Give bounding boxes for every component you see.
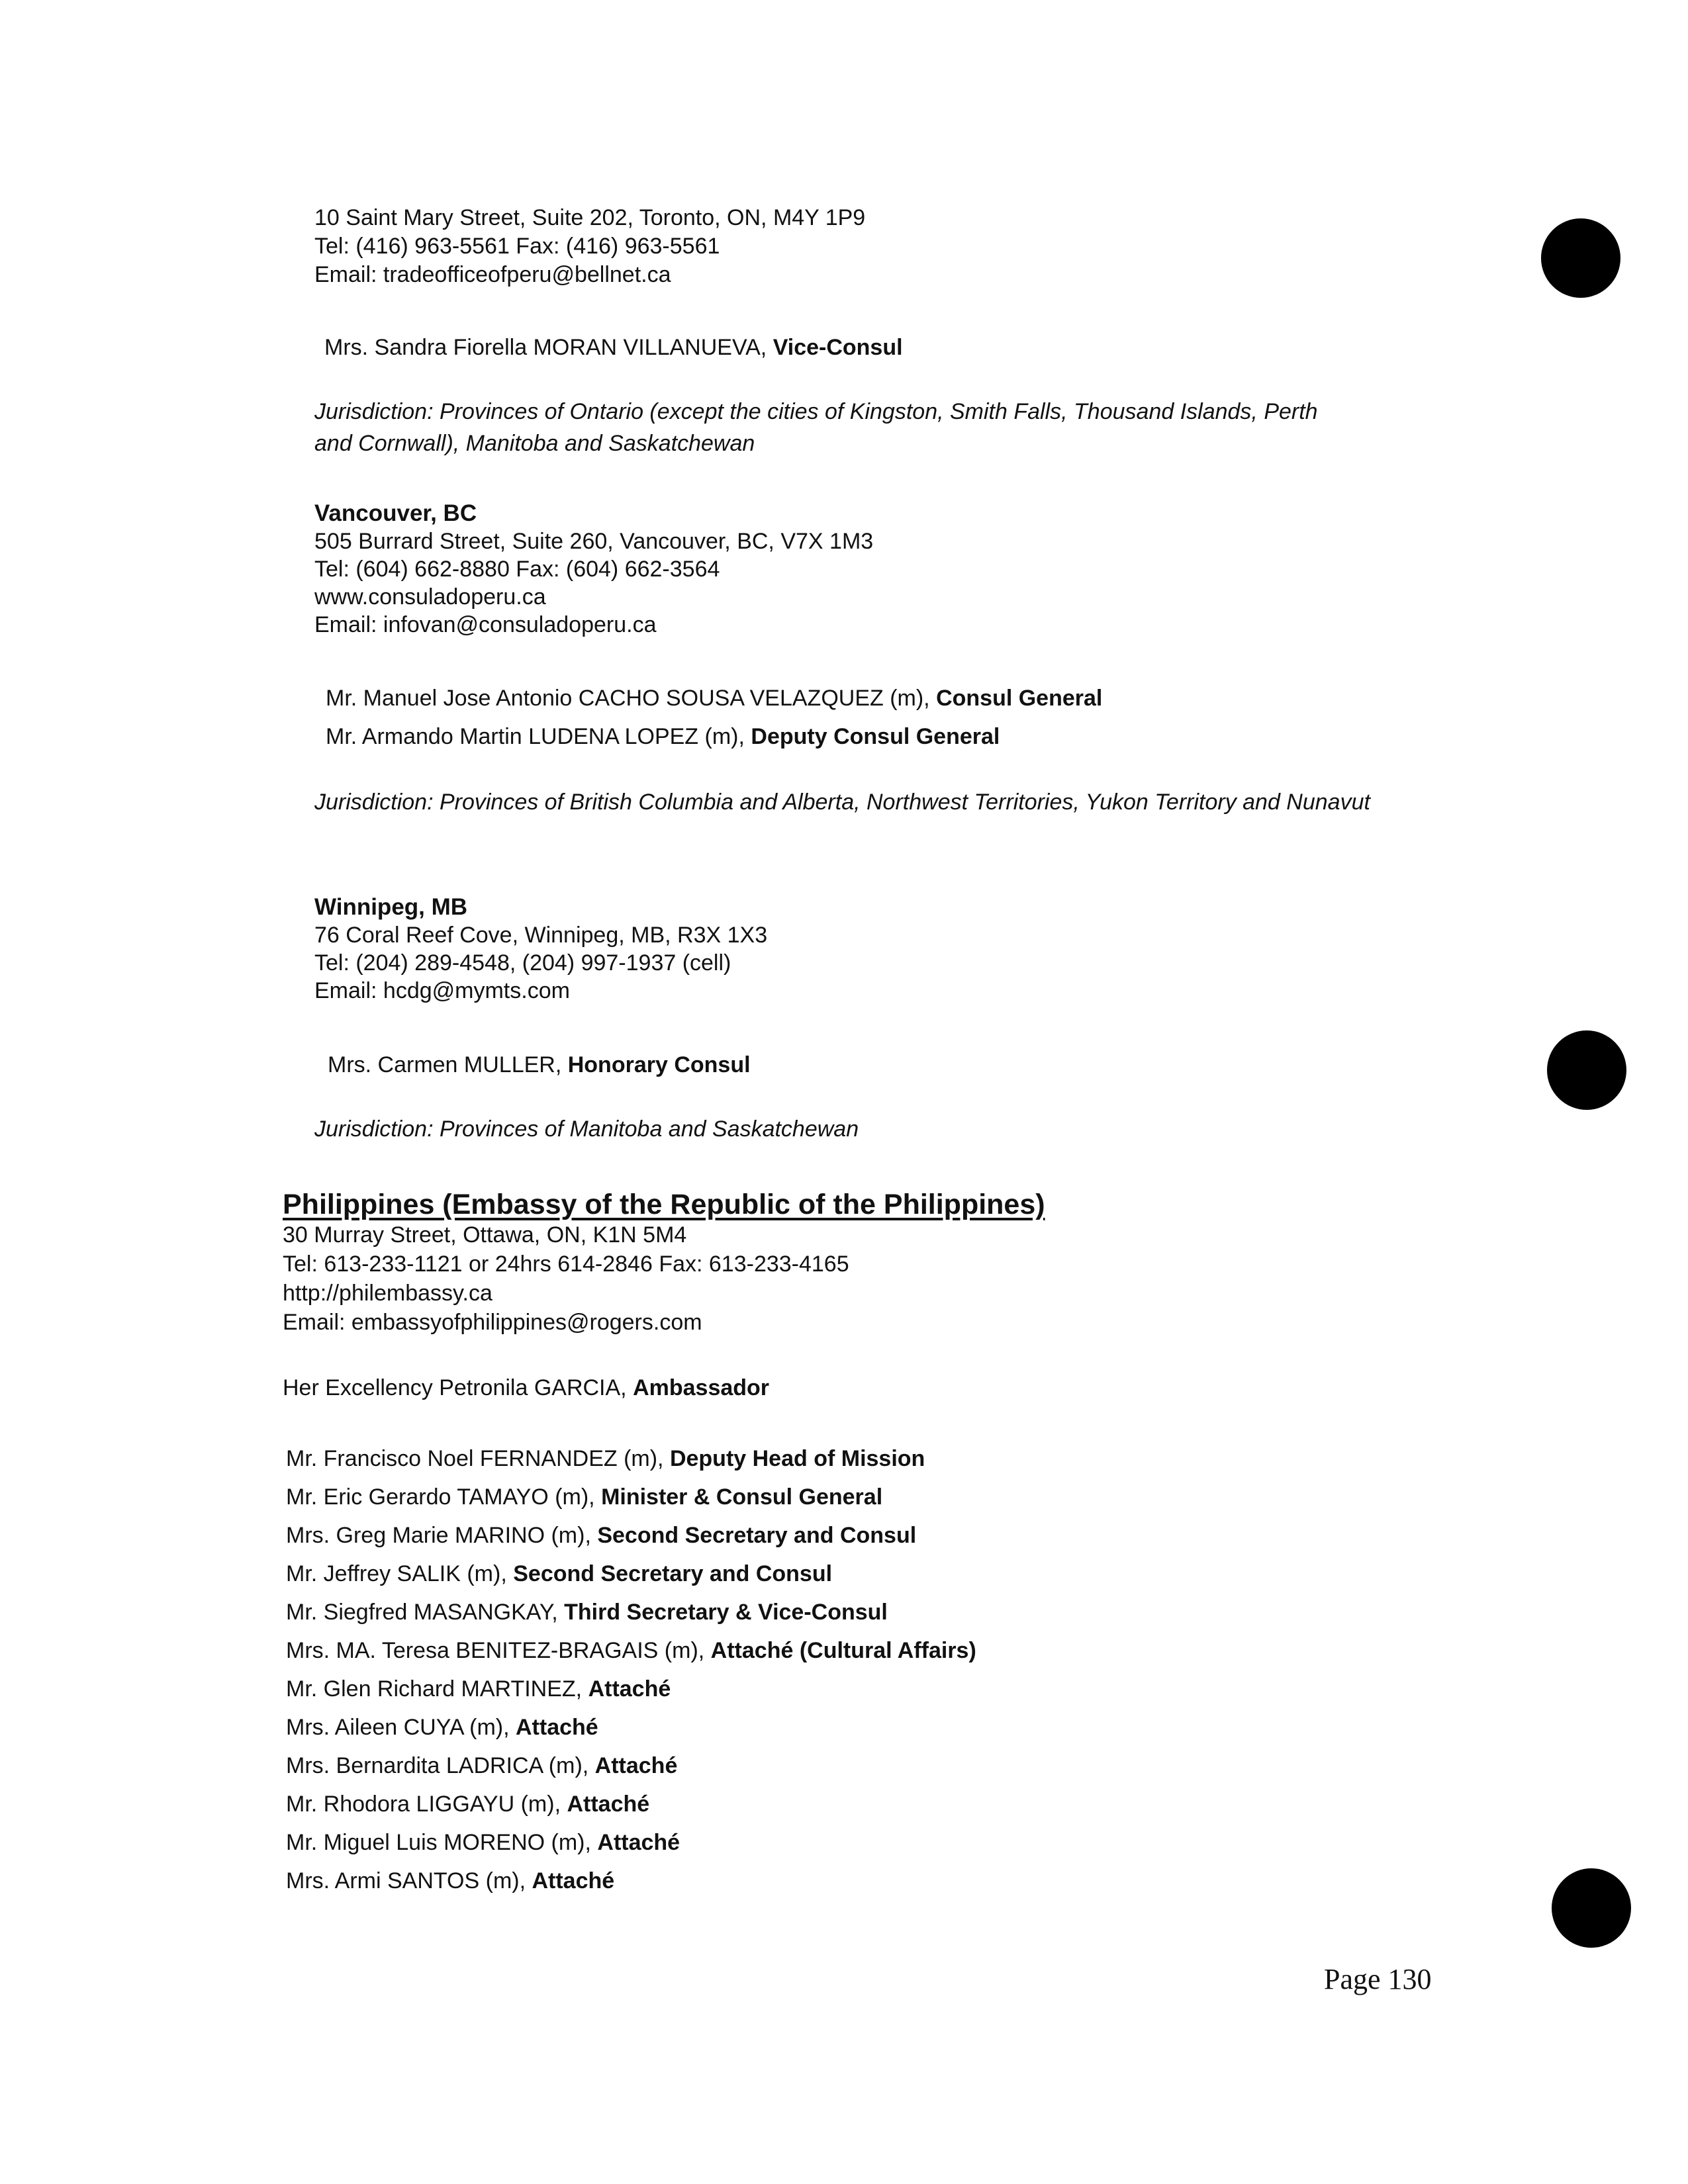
toronto-jurisdiction: Jurisdiction: Provinces of Ontario (except the cities of Kingston, Smith Falls, Thousand Islands, Perth and Cornwall), Manitoba and Saskatchewan: [314, 399, 1318, 456]
staff-entry: [326, 684, 1102, 712]
staff-title: Minister & Consul General: [601, 1484, 883, 1510]
philippines-web: http://philembassy.ca: [283, 1281, 492, 1306]
staff-title: Deputy Head of Mission: [669, 1446, 925, 1471]
staff-title: Deputy Consul General: [751, 724, 1000, 749]
toronto-email: Email: tradeofficeofperu@bellnet.ca: [314, 262, 671, 287]
staff-title: Attaché: [516, 1715, 598, 1740]
staff-name: Mr. Eric Gerardo TAMAYO (m),: [286, 1484, 602, 1510]
ambassador-name: Her Excellency Petronila GARCIA,: [283, 1375, 633, 1400]
staff-name: Mr. Jeffrey SALIK (m),: [286, 1561, 514, 1586]
vancouver-tel: Tel: (604) 662-8880 Fax: (604) 662-3564: [314, 557, 720, 582]
staff-entry: [286, 1483, 882, 1511]
staff-title: Third Secretary & Vice-Consul: [564, 1600, 888, 1625]
staff-entry: [328, 1051, 751, 1079]
staff-entry: [286, 1790, 649, 1818]
staff-name: Mrs. Carmen MULLER,: [328, 1052, 568, 1077]
staff-title: Second Secretary and Consul: [597, 1523, 917, 1548]
philippines-heading: Philippines (Embassy of the Republic of the Philippines): [283, 1189, 1045, 1220]
staff-name: Mrs. MA. Teresa BENITEZ-BRAGAIS (m),: [286, 1638, 711, 1663]
winnipeg-tel: Tel: (204) 289-4548, (204) 997-1937 (cell): [314, 950, 731, 976]
winnipeg-jurisdiction: Jurisdiction: Provinces of Manitoba and Saskatchewan: [314, 1116, 859, 1142]
staff-name: Mr. Siegfred MASANGKAY,: [286, 1600, 565, 1625]
toronto-address: 10 Saint Mary Street, Suite 202, Toronto, ON, M4Y 1P9: [314, 205, 866, 230]
staff-name: Mrs. Sandra Fiorella MORAN VILLANUEVA,: [324, 335, 773, 360]
page-number: Page 130: [1324, 1963, 1432, 1995]
staff-name: Mr. Francisco Noel FERNANDEZ (m),: [286, 1446, 670, 1471]
staff-entry: [286, 1560, 832, 1588]
staff-name: Mrs. Greg Marie MARINO (m),: [286, 1523, 598, 1548]
staff-name: Mrs. Bernardita LADRICA (m),: [286, 1753, 595, 1778]
staff-name: Mr. Rhodora LIGGAYU (m),: [286, 1792, 567, 1817]
staff-entry: [286, 1867, 614, 1895]
staff-name: Mrs. Aileen CUYA (m),: [286, 1715, 516, 1740]
winnipeg-heading: Winnipeg, MB: [314, 894, 468, 920]
staff-name: Mr. Manuel Jose Antonio CACHO SOUSA VELAZQUEZ (m),: [326, 686, 937, 711]
toronto-tel: Tel: (416) 963-5561 Fax: (416) 963-5561: [314, 234, 720, 259]
philippines-email: Email: embassyofphilippines@rogers.com: [283, 1310, 702, 1335]
staff-entry: [286, 1713, 598, 1741]
vancouver-email: Email: infovan@consuladoperu.ca: [314, 612, 657, 637]
staff-entry: [286, 1752, 677, 1780]
staff-title: Vice-Consul: [773, 335, 903, 360]
vancouver-address: 505 Burrard Street, Suite 260, Vancouver, BC, V7X 1M3: [314, 529, 874, 554]
punch-hole-bottom: [1552, 1868, 1631, 1948]
staff-name: Mr. Miguel Luis MORENO (m),: [286, 1830, 598, 1855]
staff-title: Attaché: [588, 1676, 671, 1702]
ambassador-entry: [283, 1374, 769, 1402]
staff-entry: [286, 1445, 925, 1473]
vancouver-jurisdiction: Jurisdiction: Provinces of British Columbia and Alberta, Northwest Territories, Yukon Territory and Nunavut: [314, 790, 1370, 815]
staff-name: Mrs. Armi SANTOS (m),: [286, 1868, 532, 1893]
staff-title: Consul General: [936, 686, 1103, 711]
staff-name: Mr. Armando Martin LUDENA LOPEZ (m),: [326, 724, 751, 749]
staff-title: Attaché: [532, 1868, 615, 1893]
staff-title: Attaché: [597, 1830, 680, 1855]
punch-hole-middle: [1547, 1030, 1626, 1110]
winnipeg-email: Email: hcdg@mymts.com: [314, 978, 570, 1003]
ambassador-title: Ambassador: [633, 1375, 770, 1400]
staff-entry: [286, 1522, 916, 1549]
vancouver-web: www.consuladoperu.ca: [314, 584, 546, 610]
staff-name: Mr. Glen Richard MARTINEZ,: [286, 1676, 588, 1702]
staff-entry: [326, 723, 1000, 751]
staff-title: Attaché: [594, 1753, 678, 1778]
staff-title: Attaché (Cultural Affairs): [710, 1638, 976, 1663]
staff-title: Attaché: [567, 1792, 650, 1817]
staff-entry: [286, 1598, 888, 1626]
staff-entry: [324, 334, 903, 361]
staff-title: Second Secretary and Consul: [513, 1561, 833, 1586]
staff-entry: [286, 1829, 680, 1856]
winnipeg-address: 76 Coral Reef Cove, Winnipeg, MB, R3X 1X3: [314, 923, 768, 948]
staff-entry: [286, 1675, 671, 1703]
punch-hole-top: [1541, 218, 1620, 298]
staff-entry: [286, 1637, 976, 1664]
vancouver-heading: Vancouver, BC: [314, 500, 477, 526]
philippines-tel: Tel: 613-233-1121 or 24hrs 614-2846 Fax: 613-233-4165: [283, 1251, 849, 1277]
staff-title: Honorary Consul: [567, 1052, 751, 1077]
philippines-address: 30 Murray Street, Ottawa, ON, K1N 5M4: [283, 1222, 687, 1248]
